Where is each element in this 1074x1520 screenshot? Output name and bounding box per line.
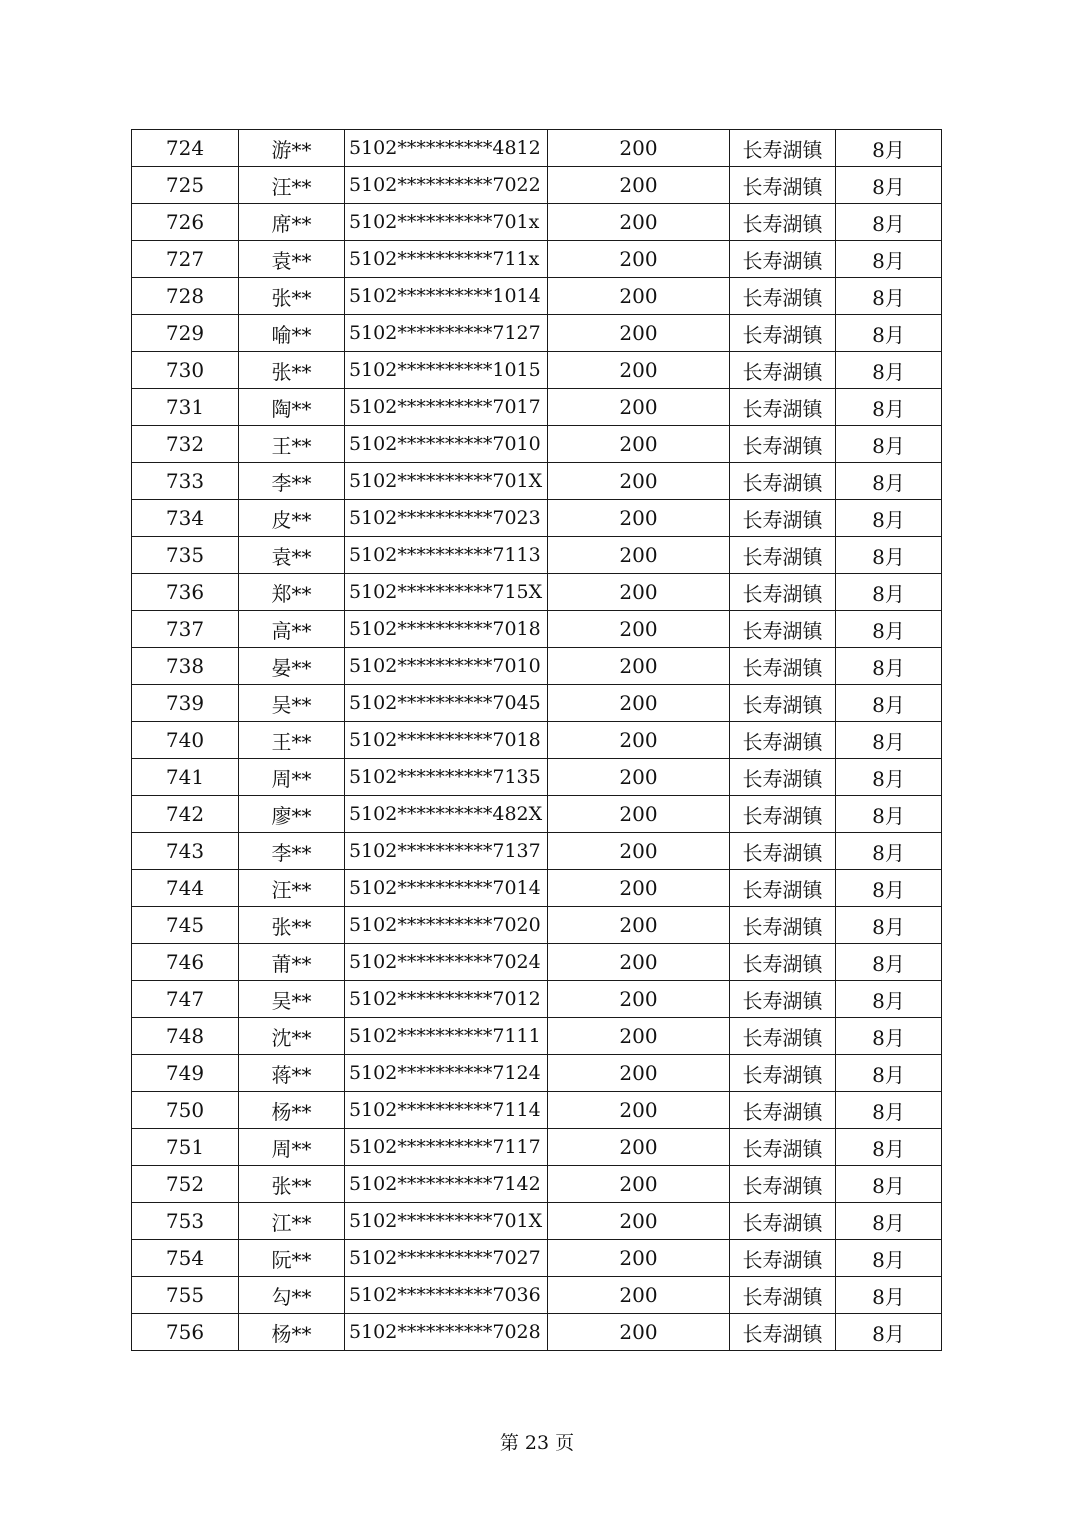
name-cell: 杨** bbox=[239, 1092, 345, 1129]
row-number-cell: 745 bbox=[132, 907, 239, 944]
row-number-cell: 752 bbox=[132, 1166, 239, 1203]
town-cell: 长寿湖镇 bbox=[730, 833, 836, 870]
name-cell: 廖** bbox=[239, 796, 345, 833]
row-number-cell: 729 bbox=[132, 315, 239, 352]
id-number-cell: 5102**********711x bbox=[345, 241, 548, 278]
table-row bbox=[132, 463, 942, 500]
town-cell: 长寿湖镇 bbox=[730, 796, 836, 833]
amount-cell: 200 bbox=[548, 685, 730, 722]
town-cell: 长寿湖镇 bbox=[730, 167, 836, 204]
month-cell: 8月 bbox=[836, 944, 942, 981]
town-cell: 长寿湖镇 bbox=[730, 537, 836, 574]
amount-cell: 200 bbox=[548, 204, 730, 241]
page-number: 第 23 页 bbox=[499, 1432, 575, 1454]
id-number-cell: 5102**********7023 bbox=[345, 500, 548, 537]
row-number-cell: 727 bbox=[132, 241, 239, 278]
amount-cell: 200 bbox=[548, 537, 730, 574]
month-cell: 8月 bbox=[836, 1166, 942, 1203]
name-cell: 吴** bbox=[239, 685, 345, 722]
id-number-cell: 5102**********7111 bbox=[345, 1018, 548, 1055]
table-row bbox=[132, 1314, 942, 1351]
table-row bbox=[132, 1203, 942, 1240]
table-row bbox=[132, 315, 942, 352]
id-number-cell: 5102**********7137 bbox=[345, 833, 548, 870]
table-row bbox=[132, 241, 942, 278]
table-row bbox=[132, 944, 942, 981]
name-cell: 晏** bbox=[239, 648, 345, 685]
town-cell: 长寿湖镇 bbox=[730, 130, 836, 167]
month-cell: 8月 bbox=[836, 685, 942, 722]
town-cell: 长寿湖镇 bbox=[730, 722, 836, 759]
month-cell: 8月 bbox=[836, 1018, 942, 1055]
amount-cell: 200 bbox=[548, 241, 730, 278]
amount-cell: 200 bbox=[548, 463, 730, 500]
name-cell: 吴** bbox=[239, 981, 345, 1018]
month-cell: 8月 bbox=[836, 463, 942, 500]
id-number-cell: 5102**********701x bbox=[345, 204, 548, 241]
row-number-cell: 733 bbox=[132, 463, 239, 500]
month-cell: 8月 bbox=[836, 1314, 942, 1351]
month-cell: 8月 bbox=[836, 870, 942, 907]
table-row bbox=[132, 500, 942, 537]
id-number-cell: 5102**********7113 bbox=[345, 537, 548, 574]
row-number-cell: 735 bbox=[132, 537, 239, 574]
amount-cell: 200 bbox=[548, 1129, 730, 1166]
month-cell: 8月 bbox=[836, 574, 942, 611]
name-cell: 王** bbox=[239, 722, 345, 759]
town-cell: 长寿湖镇 bbox=[730, 1314, 836, 1351]
table-row bbox=[132, 130, 942, 167]
name-cell: 郑** bbox=[239, 574, 345, 611]
id-number-cell: 5102**********7135 bbox=[345, 759, 548, 796]
town-cell: 长寿湖镇 bbox=[730, 278, 836, 315]
amount-cell: 200 bbox=[548, 796, 730, 833]
table-row bbox=[132, 204, 942, 241]
town-cell: 长寿湖镇 bbox=[730, 907, 836, 944]
table-row bbox=[132, 870, 942, 907]
town-cell: 长寿湖镇 bbox=[730, 685, 836, 722]
name-cell: 游** bbox=[239, 130, 345, 167]
town-cell: 长寿湖镇 bbox=[730, 1055, 836, 1092]
id-number-cell: 5102**********7114 bbox=[345, 1092, 548, 1129]
amount-cell: 200 bbox=[548, 1240, 730, 1277]
table-row bbox=[132, 833, 942, 870]
amount-cell: 200 bbox=[548, 500, 730, 537]
row-number-cell: 748 bbox=[132, 1018, 239, 1055]
name-cell: 李** bbox=[239, 463, 345, 500]
month-cell: 8月 bbox=[836, 241, 942, 278]
name-cell: 沈** bbox=[239, 1018, 345, 1055]
month-cell: 8月 bbox=[836, 389, 942, 426]
table-row bbox=[132, 796, 942, 833]
table-row bbox=[132, 574, 942, 611]
amount-cell: 200 bbox=[548, 611, 730, 648]
row-number-cell: 739 bbox=[132, 685, 239, 722]
table-row bbox=[132, 1277, 942, 1314]
id-number-cell: 5102**********7045 bbox=[345, 685, 548, 722]
id-number-cell: 5102**********7012 bbox=[345, 981, 548, 1018]
amount-cell: 200 bbox=[548, 648, 730, 685]
row-number-cell: 738 bbox=[132, 648, 239, 685]
table-row bbox=[132, 759, 942, 796]
row-number-cell: 754 bbox=[132, 1240, 239, 1277]
row-number-cell: 725 bbox=[132, 167, 239, 204]
row-number-cell: 731 bbox=[132, 389, 239, 426]
amount-cell: 200 bbox=[548, 759, 730, 796]
town-cell: 长寿湖镇 bbox=[730, 981, 836, 1018]
name-cell: 张** bbox=[239, 1166, 345, 1203]
month-cell: 8月 bbox=[836, 1240, 942, 1277]
month-cell: 8月 bbox=[836, 500, 942, 537]
id-number-cell: 5102**********7010 bbox=[345, 426, 548, 463]
month-cell: 8月 bbox=[836, 204, 942, 241]
row-number-cell: 732 bbox=[132, 426, 239, 463]
amount-cell: 200 bbox=[548, 1092, 730, 1129]
town-cell: 长寿湖镇 bbox=[730, 574, 836, 611]
month-cell: 8月 bbox=[836, 1203, 942, 1240]
id-number-cell: 5102**********4812 bbox=[345, 130, 548, 167]
row-number-cell: 741 bbox=[132, 759, 239, 796]
row-number-cell: 746 bbox=[132, 944, 239, 981]
name-cell: 袁** bbox=[239, 537, 345, 574]
amount-cell: 200 bbox=[548, 278, 730, 315]
town-cell: 长寿湖镇 bbox=[730, 1203, 836, 1240]
month-cell: 8月 bbox=[836, 1277, 942, 1314]
amount-cell: 200 bbox=[548, 833, 730, 870]
name-cell: 张** bbox=[239, 907, 345, 944]
table-row bbox=[132, 389, 942, 426]
table-row bbox=[132, 611, 942, 648]
id-number-cell: 5102**********7124 bbox=[345, 1055, 548, 1092]
name-cell: 张** bbox=[239, 278, 345, 315]
id-number-cell: 5102**********7024 bbox=[345, 944, 548, 981]
table-row bbox=[132, 907, 942, 944]
amount-cell: 200 bbox=[548, 1055, 730, 1092]
town-cell: 长寿湖镇 bbox=[730, 944, 836, 981]
id-number-cell: 5102**********7142 bbox=[345, 1166, 548, 1203]
name-cell: 高** bbox=[239, 611, 345, 648]
id-number-cell: 5102**********7020 bbox=[345, 907, 548, 944]
amount-cell: 200 bbox=[548, 1203, 730, 1240]
id-number-cell: 5102**********7027 bbox=[345, 1240, 548, 1277]
id-number-cell: 5102**********7022 bbox=[345, 167, 548, 204]
month-cell: 8月 bbox=[836, 907, 942, 944]
table-row bbox=[132, 1018, 942, 1055]
name-cell: 周** bbox=[239, 759, 345, 796]
town-cell: 长寿湖镇 bbox=[730, 204, 836, 241]
town-cell: 长寿湖镇 bbox=[730, 463, 836, 500]
name-cell: 勾** bbox=[239, 1277, 345, 1314]
amount-cell: 200 bbox=[548, 981, 730, 1018]
table-row bbox=[132, 1092, 942, 1129]
month-cell: 8月 bbox=[836, 278, 942, 315]
row-number-cell: 753 bbox=[132, 1203, 239, 1240]
name-cell: 莆** bbox=[239, 944, 345, 981]
amount-cell: 200 bbox=[548, 722, 730, 759]
month-cell: 8月 bbox=[836, 1055, 942, 1092]
town-cell: 长寿湖镇 bbox=[730, 611, 836, 648]
month-cell: 8月 bbox=[836, 759, 942, 796]
table-row bbox=[132, 537, 942, 574]
table-row bbox=[132, 981, 942, 1018]
id-number-cell: 5102**********7018 bbox=[345, 611, 548, 648]
row-number-cell: 749 bbox=[132, 1055, 239, 1092]
town-cell: 长寿湖镇 bbox=[730, 648, 836, 685]
table-row bbox=[132, 648, 942, 685]
table-row bbox=[132, 278, 942, 315]
table-row bbox=[132, 1055, 942, 1092]
row-number-cell: 730 bbox=[132, 352, 239, 389]
month-cell: 8月 bbox=[836, 537, 942, 574]
id-number-cell: 5102**********7010 bbox=[345, 648, 548, 685]
month-cell: 8月 bbox=[836, 352, 942, 389]
id-number-cell: 5102**********482X bbox=[345, 796, 548, 833]
month-cell: 8月 bbox=[836, 426, 942, 463]
amount-cell: 200 bbox=[548, 944, 730, 981]
name-cell: 王** bbox=[239, 426, 345, 463]
table-row bbox=[132, 685, 942, 722]
row-number-cell: 744 bbox=[132, 870, 239, 907]
row-number-cell: 742 bbox=[132, 796, 239, 833]
month-cell: 8月 bbox=[836, 722, 942, 759]
month-cell: 8月 bbox=[836, 648, 942, 685]
town-cell: 长寿湖镇 bbox=[730, 241, 836, 278]
row-number-cell: 750 bbox=[132, 1092, 239, 1129]
table-row bbox=[132, 1166, 942, 1203]
row-number-cell: 736 bbox=[132, 574, 239, 611]
name-cell: 陶** bbox=[239, 389, 345, 426]
id-number-cell: 5102**********7117 bbox=[345, 1129, 548, 1166]
town-cell: 长寿湖镇 bbox=[730, 426, 836, 463]
name-cell: 杨** bbox=[239, 1314, 345, 1351]
name-cell: 李** bbox=[239, 833, 345, 870]
row-number-cell: 728 bbox=[132, 278, 239, 315]
table-row bbox=[132, 426, 942, 463]
month-cell: 8月 bbox=[836, 833, 942, 870]
id-number-cell: 5102**********715X bbox=[345, 574, 548, 611]
row-number-cell: 743 bbox=[132, 833, 239, 870]
town-cell: 长寿湖镇 bbox=[730, 500, 836, 537]
town-cell: 长寿湖镇 bbox=[730, 1018, 836, 1055]
amount-cell: 200 bbox=[548, 907, 730, 944]
roster-table bbox=[131, 129, 942, 1351]
row-number-cell: 734 bbox=[132, 500, 239, 537]
id-number-cell: 5102**********1014 bbox=[345, 278, 548, 315]
month-cell: 8月 bbox=[836, 167, 942, 204]
id-number-cell: 5102**********701X bbox=[345, 463, 548, 500]
table-row bbox=[132, 352, 942, 389]
month-cell: 8月 bbox=[836, 611, 942, 648]
month-cell: 8月 bbox=[836, 796, 942, 833]
town-cell: 长寿湖镇 bbox=[730, 1166, 836, 1203]
table-row bbox=[132, 167, 942, 204]
name-cell: 喻** bbox=[239, 315, 345, 352]
name-cell: 蒋** bbox=[239, 1055, 345, 1092]
name-cell: 汪** bbox=[239, 167, 345, 204]
amount-cell: 200 bbox=[548, 426, 730, 463]
name-cell: 汪** bbox=[239, 870, 345, 907]
id-number-cell: 5102**********1015 bbox=[345, 352, 548, 389]
amount-cell: 200 bbox=[548, 1018, 730, 1055]
id-number-cell: 5102**********7014 bbox=[345, 870, 548, 907]
town-cell: 长寿湖镇 bbox=[730, 1092, 836, 1129]
month-cell: 8月 bbox=[836, 1092, 942, 1129]
id-number-cell: 5102**********7028 bbox=[345, 1314, 548, 1351]
row-number-cell: 747 bbox=[132, 981, 239, 1018]
id-number-cell: 5102**********7036 bbox=[345, 1277, 548, 1314]
table-row bbox=[132, 1240, 942, 1277]
amount-cell: 200 bbox=[548, 574, 730, 611]
amount-cell: 200 bbox=[548, 870, 730, 907]
row-number-cell: 755 bbox=[132, 1277, 239, 1314]
row-number-cell: 726 bbox=[132, 204, 239, 241]
town-cell: 长寿湖镇 bbox=[730, 870, 836, 907]
name-cell: 皮** bbox=[239, 500, 345, 537]
table-row bbox=[132, 722, 942, 759]
name-cell: 袁** bbox=[239, 241, 345, 278]
table-row bbox=[132, 1129, 942, 1166]
name-cell: 席** bbox=[239, 204, 345, 241]
id-number-cell: 5102**********7017 bbox=[345, 389, 548, 426]
town-cell: 长寿湖镇 bbox=[730, 1277, 836, 1314]
name-cell: 张** bbox=[239, 352, 345, 389]
row-number-cell: 724 bbox=[132, 130, 239, 167]
row-number-cell: 751 bbox=[132, 1129, 239, 1166]
town-cell: 长寿湖镇 bbox=[730, 759, 836, 796]
month-cell: 8月 bbox=[836, 981, 942, 1018]
town-cell: 长寿湖镇 bbox=[730, 315, 836, 352]
month-cell: 8月 bbox=[836, 315, 942, 352]
name-cell: 周** bbox=[239, 1129, 345, 1166]
amount-cell: 200 bbox=[548, 352, 730, 389]
amount-cell: 200 bbox=[548, 1314, 730, 1351]
amount-cell: 200 bbox=[548, 130, 730, 167]
amount-cell: 200 bbox=[548, 389, 730, 426]
amount-cell: 200 bbox=[548, 1166, 730, 1203]
amount-cell: 200 bbox=[548, 315, 730, 352]
id-number-cell: 5102**********7018 bbox=[345, 722, 548, 759]
month-cell: 8月 bbox=[836, 130, 942, 167]
name-cell: 江** bbox=[239, 1203, 345, 1240]
name-cell: 阮** bbox=[239, 1240, 345, 1277]
row-number-cell: 756 bbox=[132, 1314, 239, 1351]
town-cell: 长寿湖镇 bbox=[730, 389, 836, 426]
roster-table-body bbox=[132, 130, 942, 1351]
id-number-cell: 5102**********701X bbox=[345, 1203, 548, 1240]
amount-cell: 200 bbox=[548, 167, 730, 204]
amount-cell: 200 bbox=[548, 1277, 730, 1314]
town-cell: 长寿湖镇 bbox=[730, 352, 836, 389]
id-number-cell: 5102**********7127 bbox=[345, 315, 548, 352]
row-number-cell: 740 bbox=[132, 722, 239, 759]
month-cell: 8月 bbox=[836, 1129, 942, 1166]
row-number-cell: 737 bbox=[132, 611, 239, 648]
town-cell: 长寿湖镇 bbox=[730, 1129, 836, 1166]
town-cell: 长寿湖镇 bbox=[730, 1240, 836, 1277]
